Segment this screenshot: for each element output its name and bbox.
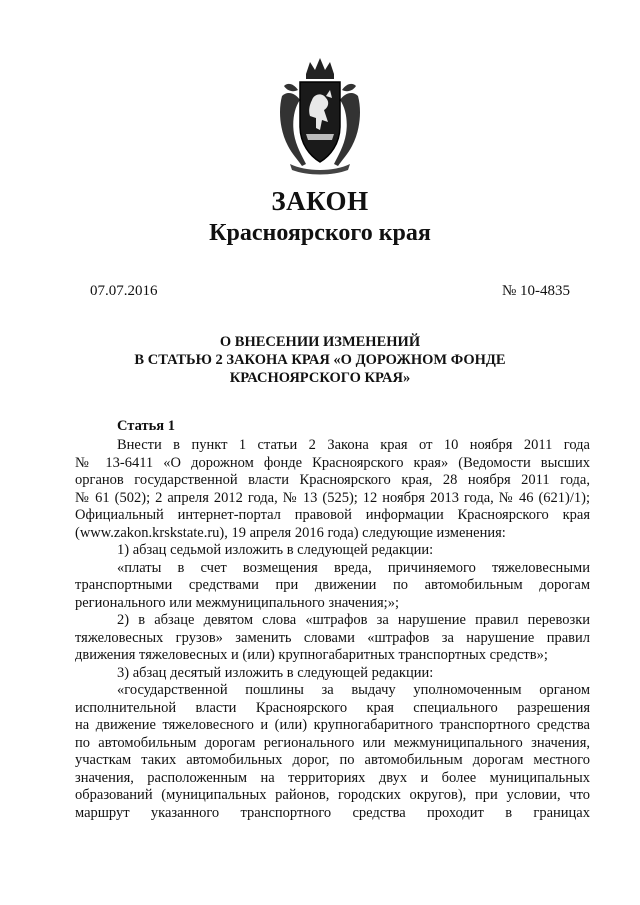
document-date: 07.07.2016 — [90, 283, 158, 299]
body-line: маршрут указанного транспортного средства проходит в границах — [75, 804, 590, 821]
body-line: 3) абзац десятый изложить в следующей редакции: — [117, 664, 434, 681]
body-line: № 61 (502); 2 апреля 2012 года, № 13 (525); 12 ноября 2013 года, № 46 (621)/1); — [75, 489, 590, 506]
body-line: участкам таких автомобильных дорог, по автомобильным дорогам местного — [75, 752, 590, 768]
body-line: (www.zakon.krskstate.ru), 19 апреля 2016 года) следующие изменения: — [75, 524, 506, 541]
body-line: «государственной пошлины за выдачу уполномоченным органом — [117, 682, 590, 698]
law-heading-line-2: В СТАТЬЮ 2 ЗАКОНА КРАЯ «О ДОРОЖНОМ ФОНДЕ — [134, 352, 506, 368]
document-subtitle: Красноярского края — [209, 220, 431, 246]
body-line: 2) в абзаце девятом слова «штрафов за нарушение правил перевозки — [117, 612, 590, 628]
body-line: органов государственной власти Красноярского края, 28 ноября 2011 года, — [75, 472, 590, 488]
body-line: по автомобильным дорогам регионального или межмуниципального значения, — [75, 734, 590, 751]
body-line: на движение тяжеловесного и (или) крупногабаритного транспортного средства — [75, 717, 590, 733]
body-line: исполнительной власти Красноярского края специального разрешения — [75, 699, 590, 716]
body-line: 1) абзац седьмой изложить в следующей редакции: — [117, 542, 434, 558]
law-heading-line-3: КРАСНОЯРСКОГО КРАЯ» — [229, 370, 411, 386]
body-line: № 13-6411 «О дорожном фонде Красноярского края» (Ведомости высших — [75, 454, 590, 471]
body-line: Официальный интернет-портал правовой информации Красноярского края — [75, 507, 590, 523]
article-label: Статья 1 — [117, 418, 175, 434]
body-line: Внести в пункт 1 статьи 2 Закона края от 10 ноября 2011 года — [117, 437, 590, 453]
body-line: образований (муниципальных районов, городских округов), при условии, что — [75, 787, 590, 803]
body-line: регионального или межмуниципального значения;»; — [75, 594, 399, 611]
body-line: транспортными средствами при движении по автомобильным дорогам — [75, 577, 590, 593]
document-number: № 10-4835 — [501, 283, 570, 299]
body-line: значения, расположенным на территориях двух и более муниципальных — [75, 769, 590, 786]
coat-of-arms-emblem — [276, 56, 364, 176]
body-line: «платы в счет возмещения вреда, причиняемого тяжеловесными — [117, 559, 590, 576]
body-line: тяжеловесных грузов» заменить словами «штрафов за нарушение правил — [75, 629, 590, 646]
body-line: движения тяжеловесных и (или) крупногабаритных транспортных средств»; — [75, 647, 548, 663]
document-title: ЗАКОН — [271, 186, 369, 216]
law-heading-line-1: О ВНЕСЕНИИ ИЗМЕНЕНИЙ — [219, 334, 421, 350]
article-body — [75, 437, 590, 822]
